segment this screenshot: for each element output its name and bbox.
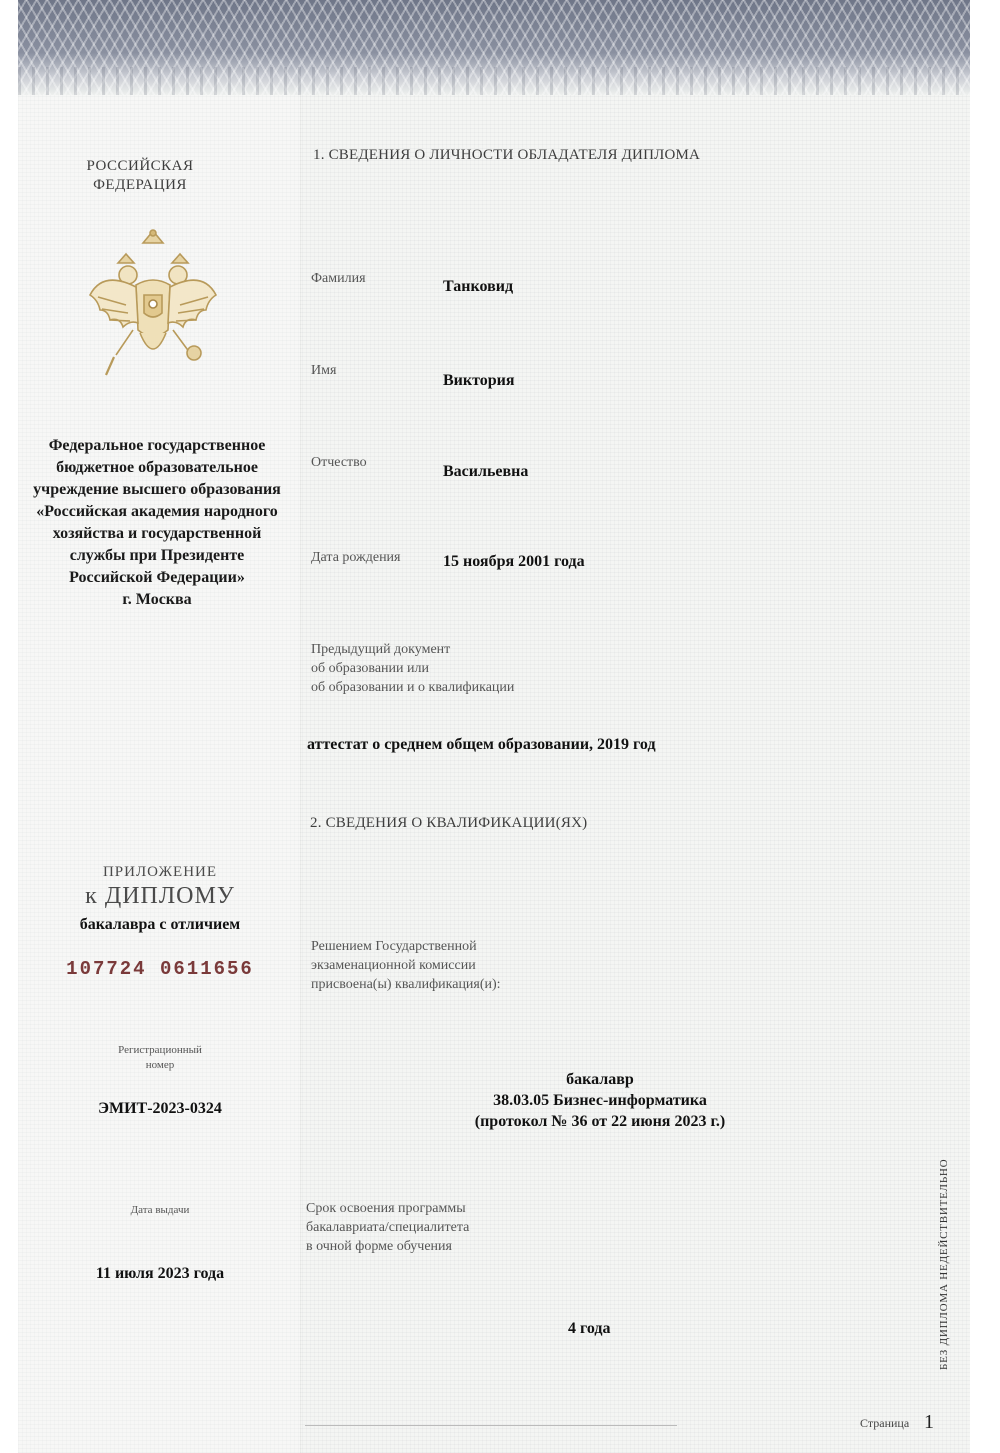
surname-label: Фамилия	[311, 271, 366, 286]
degree-type: бакалавра с отличием	[79, 916, 241, 933]
previous-document-value: аттестат о среднем общем образовании, 2019 год	[307, 736, 656, 753]
diploma-supplement-page	[18, 0, 970, 1453]
patronymic-label: Отчество	[311, 455, 367, 470]
study-duration-label-line: в очной форме обучения	[306, 1239, 452, 1254]
commission-decision-line: присвоена(ы) квалификация(и):	[311, 977, 501, 992]
org-line: учреждение высшего образования	[33, 481, 281, 498]
program-code-name: 38.03.05 Бизнес-информатика	[493, 1092, 707, 1109]
registration-label-line-2: номер	[145, 1059, 175, 1071]
name-value: Виктория	[443, 372, 515, 389]
registration-label-line-1: Регистрационный	[118, 1044, 202, 1056]
validity-note-vertical: БЕЗ ДИПЛОМА НЕДЕЙСТВИТЕЛЬНО	[938, 1158, 950, 1370]
org-line: Федеральное государственное	[48, 437, 266, 454]
previous-document-label-line: об образовании или	[311, 661, 429, 676]
serial-number: 107724 0611656	[66, 958, 254, 980]
registration-number: ЭМИТ-2023-0324	[98, 1100, 222, 1117]
annex-title-line-1: ПРИЛОЖЕНИЕ	[102, 864, 218, 880]
surname-value: Танковид	[443, 278, 514, 295]
qualification-block	[420, 1069, 780, 1132]
security-pattern-band	[18, 0, 970, 95]
org-line: службы при Президенте	[69, 547, 245, 564]
country-line-1: РОССИЙСКАЯ	[86, 158, 194, 174]
registration-label	[90, 1043, 230, 1073]
org-line: бюджетное образовательное	[56, 459, 258, 476]
commission-decision-line: Решением Государственной	[311, 939, 477, 954]
commission-decision-label	[311, 937, 501, 994]
org-line: Российской Федерации»	[69, 569, 245, 586]
bottom-rule	[305, 1425, 677, 1426]
study-duration-label	[306, 1199, 469, 1256]
org-line: г. Москва	[122, 591, 192, 608]
issue-date-label: Дата выдачи	[130, 1204, 190, 1216]
name-label: Имя	[311, 363, 337, 378]
study-duration-label-line: Срок освоения программы	[306, 1201, 466, 1216]
commission-decision-line: экзаменационной комиссии	[311, 958, 476, 973]
previous-document-label-line: об образовании и о квалификации	[311, 680, 515, 695]
double-headed-eagle-emblem-icon	[78, 225, 228, 385]
page-label: Страница	[860, 1416, 910, 1430]
organization-name	[22, 435, 292, 611]
org-line: «Российская академия народного	[36, 503, 278, 520]
section-2-title: 2. СВЕДЕНИЯ О КВАЛИФИКАЦИИ(ЯХ)	[310, 815, 588, 831]
protocol-reference: (протокол № 36 от 22 июня 2023 г.)	[474, 1113, 726, 1130]
patronymic-value: Васильевна	[443, 463, 529, 480]
study-duration-value: 4 года	[568, 1320, 611, 1337]
previous-document-label-line: Предыдущий документ	[311, 642, 451, 657]
org-line: хозяйства и государственной	[52, 525, 262, 542]
annex-title-line-2: к ДИПЛОМУ	[85, 883, 235, 909]
previous-document-label	[311, 640, 514, 697]
country-line-2: ФЕДЕРАЦИЯ	[93, 177, 187, 193]
page-number: 1	[924, 1411, 934, 1433]
study-duration-label-line: бакалавриата/специалитета	[306, 1220, 470, 1235]
country-title	[60, 157, 220, 195]
section-1-title: 1. СВЕДЕНИЯ О ЛИЧНОСТИ ОБЛАДАТЕЛЯ ДИПЛОМА	[313, 147, 701, 163]
birth-date-label: Дата рождения	[311, 550, 401, 565]
birth-date-value: 15 ноября 2001 года	[443, 553, 585, 570]
qualification-title: бакалавр	[566, 1071, 634, 1088]
issue-date: 11 июля 2023 года	[95, 1265, 225, 1282]
panel-divider	[300, 95, 301, 1453]
